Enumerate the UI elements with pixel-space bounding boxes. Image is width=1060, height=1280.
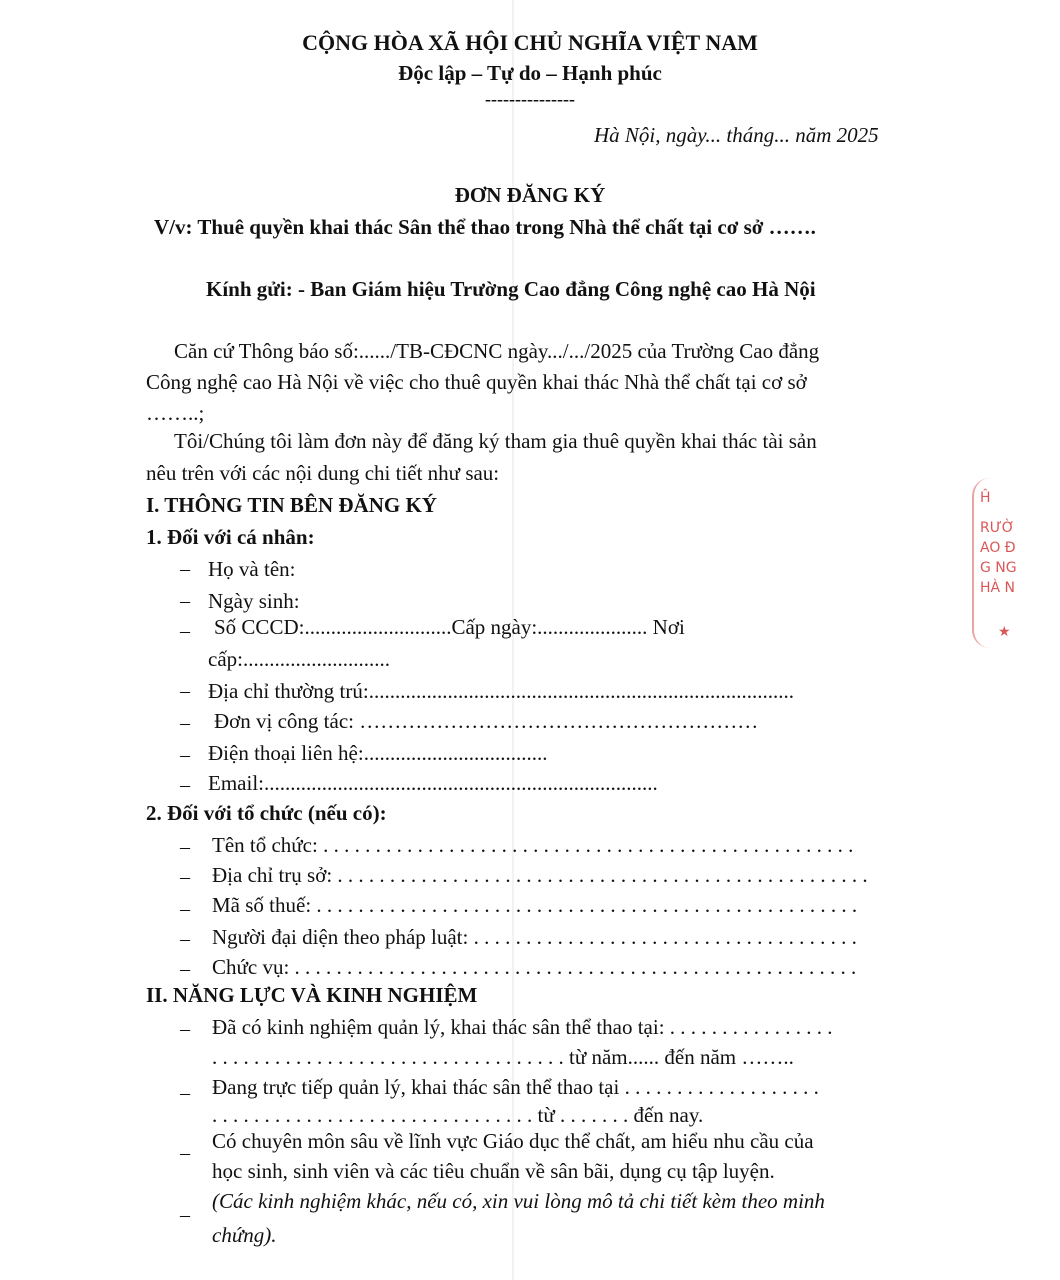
field-permanent-address: Địa chỉ thường trú:................................................................................. <box>208 679 794 703</box>
experience-4-line-1: (Các kinh nghiệm khác, nếu có, xin vui lòng mô tả chi tiết kèm theo minh <box>212 1189 825 1213</box>
bullet-dash: – <box>180 712 190 734</box>
field-organization-name: Tên tổ chức: . . . . . . . . . . . . . . . . . . . . . . . . . . . . . . . . . . . . . . . . . . . . . . . . . . . <box>212 833 854 857</box>
official-seal <box>972 478 1034 648</box>
seal-text: RƯỜ <box>980 520 1015 536</box>
organization-heading: 2. Đối với tổ chức (nếu có): <box>146 801 387 825</box>
recipient: Kính gửi: - Ban Giám hiệu Trường Cao đẳng Công nghệ cao Hà Nội <box>206 277 816 301</box>
seal-text: HÀ N <box>980 580 1016 596</box>
form-subject: V/v: Thuê quyền khai thác Sân thể thao trong Nhà thể chất tại cơ sở ……. <box>154 215 816 239</box>
field-legal-representative: Người đại diện theo pháp luật: . . . . . . . . . . . . . . . . . . . . . . . . . . . . . . . . . . . . . <box>212 925 857 949</box>
bullet-dash: – <box>180 866 190 888</box>
bullet-dash: – <box>180 1142 190 1164</box>
bullet-dash: – <box>180 1204 190 1226</box>
bullet-dash: – <box>180 958 190 980</box>
bullet-dash: – <box>180 774 190 796</box>
experience-3-line-1: Có chuyên môn sâu về lĩnh vực Giáo dục thể chất, am hiểu nhu cầu của <box>212 1129 814 1153</box>
experience-3-line-2: học sinh, sinh viên và các tiêu chuẩn về sân bãi, dụng cụ tập luyện. <box>212 1159 775 1183</box>
bullet-dash: – <box>180 1082 190 1104</box>
motto: Độc lập – Tự do – Hạnh phúc <box>398 61 662 85</box>
section-1-heading: I. THÔNG TIN BÊN ĐĂNG KÝ <box>146 493 437 517</box>
intro-line-5: nêu trên với các nội dung chi tiết như sau: <box>146 461 500 485</box>
field-position: Chức vụ: . . . . . . . . . . . . . . . . . . . . . . . . . . . . . . . . . . . . . . . . . . . . . . . . . . . . . . <box>212 955 857 979</box>
bullet-dash: – <box>180 836 190 858</box>
field-id-number: Số CCCD:............................Cấp ngày:..................... Nơi <box>214 615 685 639</box>
seal-star-icon: ★ <box>998 624 1011 640</box>
header-divider: --------------- <box>485 89 575 109</box>
experience-1-line-1: Đã có kinh nghiệm quản lý, khai thác sân thể thao tại: . . . . . . . . . . . . . . . . <box>212 1015 833 1039</box>
seal-text: Ĥ <box>980 490 991 506</box>
bullet-dash: – <box>180 558 190 580</box>
intro-line-4: Tôi/Chúng tôi làm đơn này để đăng ký tham gia thuê quyền khai thác tài sản <box>174 429 817 453</box>
bullet-dash: – <box>180 620 190 642</box>
field-workplace: Đơn vị công tác: ………………………………………………… <box>214 709 759 733</box>
bullet-dash: – <box>180 744 190 766</box>
section-2-heading: II. NĂNG LỰC VÀ KINH NGHIỆM <box>146 983 478 1007</box>
seal-text: G NG <box>980 560 1017 576</box>
form-title: ĐƠN ĐĂNG KÝ <box>454 183 606 207</box>
field-headquarters: Địa chỉ trụ sở: . . . . . . . . . . . . . . . . . . . . . . . . . . . . . . . . . . . . . . . . . . . . . . . . . . . <box>212 863 868 887</box>
field-phone: Điện thoại liên hệ:................................... <box>208 741 548 765</box>
experience-4-line-2: chứng). <box>212 1223 277 1247</box>
bullet-dash: – <box>180 680 190 702</box>
country-heading: CỘNG HÒA XÃ HỘI CHỦ NGHĨA VIỆT NAM <box>302 30 758 55</box>
intro-line-2: Công nghệ cao Hà Nội về việc cho thuê quyền khai thác Nhà thể chất tại cơ sở <box>146 370 807 394</box>
bullet-dash: – <box>180 1018 190 1040</box>
field-date-of-birth: Ngày sinh: <box>208 589 300 613</box>
intro-line-1: Căn cứ Thông báo số:....../TB-CĐCNC ngày.../.../2025 của Trường Cao đẳng <box>174 339 820 363</box>
experience-2-line-1: Đang trực tiếp quản lý, khai thác sân thể thao tại . . . . . . . . . . . . . . . . . . . <box>212 1075 819 1099</box>
field-full-name: Họ và tên: <box>208 557 296 581</box>
field-tax-code: Mã số thuế: . . . . . . . . . . . . . . . . . . . . . . . . . . . . . . . . . . . . . . . . . . . . . . . . . . . . <box>212 893 858 917</box>
bullet-dash: – <box>180 898 190 920</box>
individual-heading: 1. Đối với cá nhân: <box>146 525 315 549</box>
place-date: Hà Nội, ngày... tháng... năm 2025 <box>594 123 879 147</box>
bullet-dash: – <box>180 590 190 612</box>
seal-text: AO Đ <box>980 540 1016 556</box>
bullet-dash: – <box>180 928 190 950</box>
field-email: Email:........................................................................... <box>208 771 658 795</box>
experience-2-line-2: . . . . . . . . . . . . . . . . . . . . . . . . . . . . . . . từ . . . . . . . đến nay. <box>212 1103 704 1127</box>
intro-line-3: ……..; <box>146 401 205 425</box>
experience-1-line-2: . . . . . . . . . . . . . . . . . . . . . . . . . . . . . . . . . . từ năm...... đến năm …….. <box>212 1045 794 1069</box>
field-id-issue-place: cấp:............................ <box>208 647 390 671</box>
